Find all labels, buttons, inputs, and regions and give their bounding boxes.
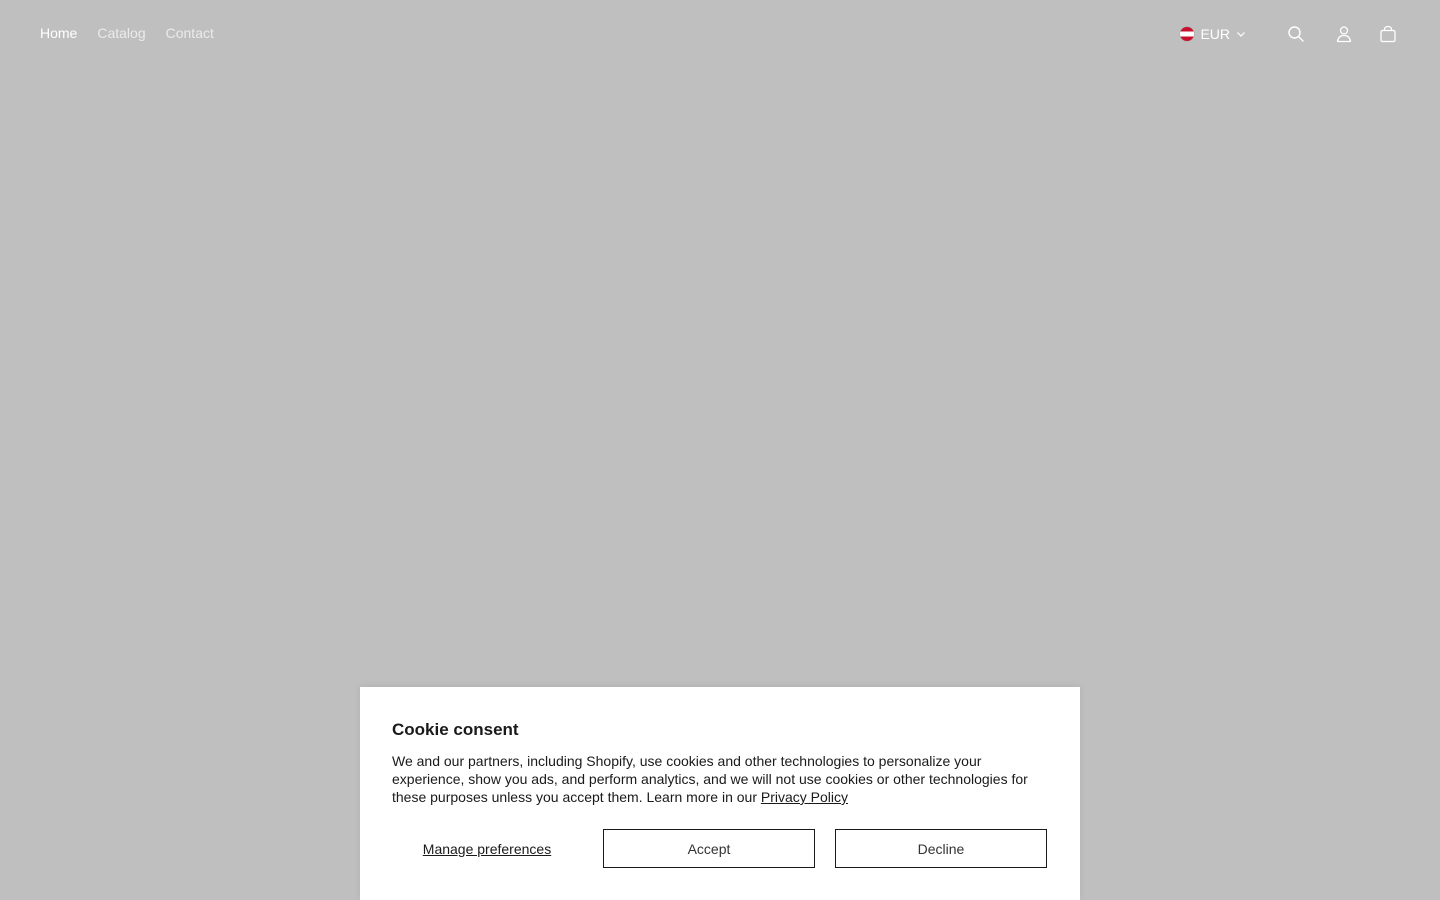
cart-button[interactable]: [1376, 22, 1400, 46]
accept-button[interactable]: Accept: [603, 829, 815, 868]
manage-preferences-link[interactable]: Manage preferences: [422, 840, 552, 857]
header-actions: [1180, 22, 1400, 46]
main-nav: [40, 24, 214, 42]
privacy-policy-link[interactable]: Privacy Policy: [760, 789, 849, 805]
search-button[interactable]: [1284, 22, 1308, 46]
cart-icon: [1379, 25, 1397, 43]
site-header: [0, 0, 1440, 68]
account-icon: [1335, 25, 1353, 43]
nav-link-catalog[interactable]: Catalog: [97, 25, 146, 41]
cookie-consent-banner: [360, 687, 1080, 900]
decline-button[interactable]: Decline: [835, 829, 1047, 868]
cookie-consent-title: Cookie consent: [392, 720, 519, 739]
cookie-consent-text: [392, 752, 1048, 806]
chevron-down-icon: [1236, 29, 1246, 39]
account-button[interactable]: [1332, 22, 1356, 46]
cookie-consent-body: We and our partners, including Shopify, use cookies and other technologies to personalize your experience, show you ads, and perform analytics, and we will not use cookies or other technologies for these purposes unless you accept them. Learn more in our: [392, 753, 1028, 805]
currency-label: EUR: [1200, 26, 1230, 42]
search-icon: [1287, 25, 1305, 43]
nav-link-contact[interactable]: Contact: [165, 25, 214, 41]
cookie-consent-actions: [392, 829, 1048, 868]
austria-flag-icon: [1180, 27, 1194, 41]
currency-selector[interactable]: [1180, 26, 1246, 42]
nav-link-home[interactable]: Home: [40, 25, 78, 41]
